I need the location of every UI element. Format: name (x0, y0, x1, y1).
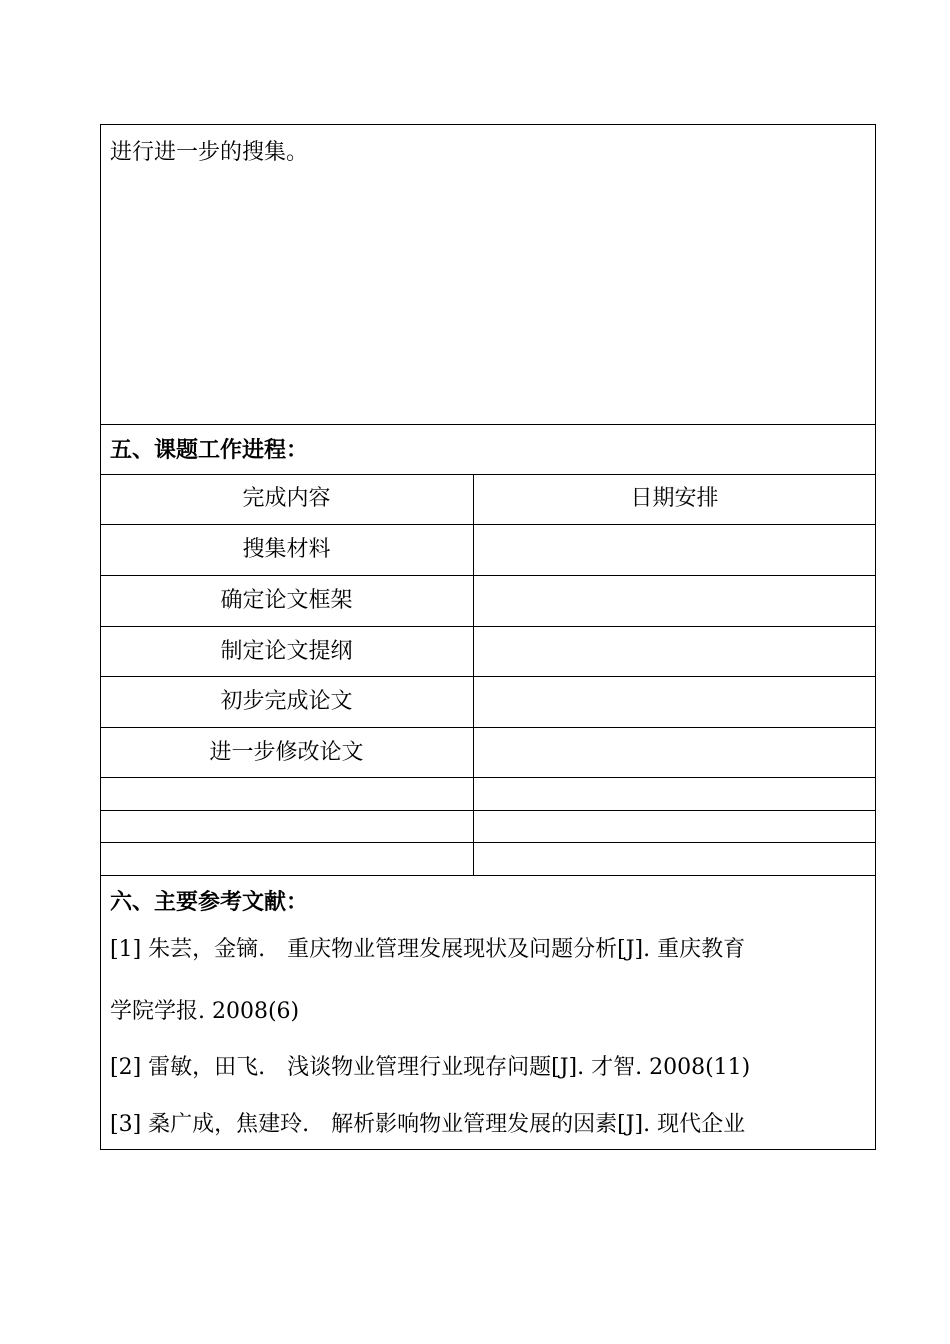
table-row-divider (100, 842, 876, 843)
form-table-frame (100, 124, 876, 1150)
table-header-content: 完成内容 (242, 486, 331, 511)
table-cell-content: 进一步修改论文 (209, 740, 364, 765)
reference-1-line-1: [1] 朱芸，金镝. 重庆物业管理发展现状及问题分析[J]. 重庆教育 (110, 937, 746, 962)
table-cell-content: 搜集材料 (242, 537, 331, 562)
table-header-date: 日期安排 (630, 486, 719, 511)
table-column-divider (473, 474, 474, 875)
reference-2-line-1: [2] 雷敏，田飞. 浅谈物业管理行业现存问题[J]. 才智. 2008(11) (110, 1055, 751, 1080)
table-cell-content: 初步完成论文 (220, 689, 353, 714)
table-top-border (100, 474, 876, 475)
table-row-divider (100, 727, 876, 728)
table-row-divider (100, 676, 876, 677)
table-row-divider (100, 575, 876, 576)
table-row-divider (100, 626, 876, 627)
table-row-divider (100, 524, 876, 525)
reference-3-line-1: [3] 桑广成，焦建玲. 解析影响物业管理发展的因素[J]. 现代企业 (110, 1112, 746, 1137)
section-five-heading: 五、课题工作进程： (110, 437, 309, 463)
table-cell-content: 制定论文提纲 (220, 639, 353, 664)
continuation-text: 进行进一步的搜集。 (110, 140, 309, 165)
table-row-divider (100, 810, 876, 811)
reference-1-line-2: 学院学报. 2008(6) (110, 999, 300, 1024)
table-bottom-border (100, 875, 876, 876)
section-six-heading: 六、主要参考文献： (110, 889, 309, 915)
table-row-divider (100, 777, 876, 778)
section-divider (100, 424, 876, 425)
table-cell-content: 确定论文框架 (220, 588, 353, 613)
